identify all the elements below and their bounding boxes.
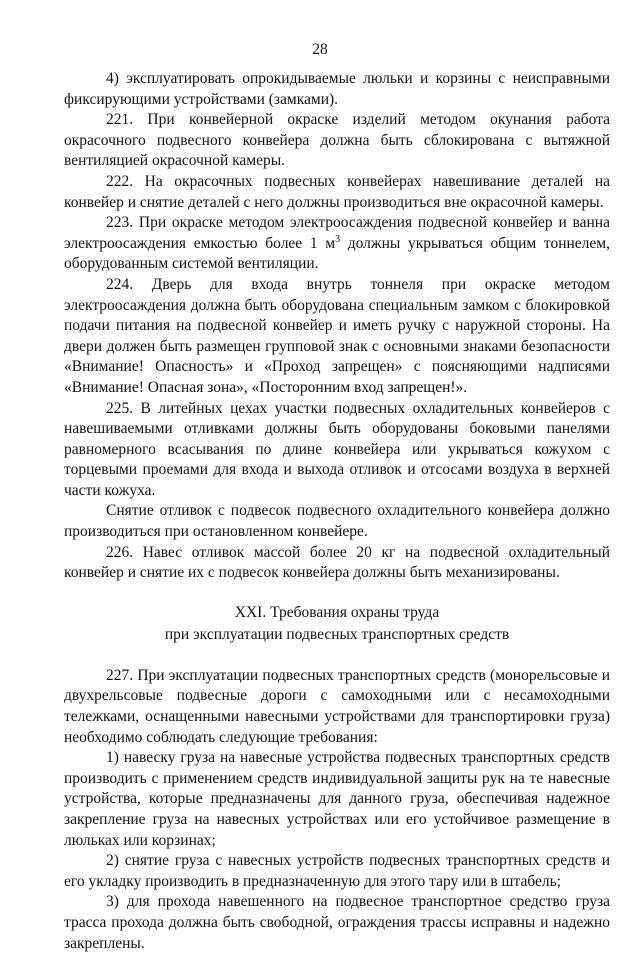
page-number: 28 [312,41,328,58]
paragraph-227: 227. При эксплуатации подвесных транспортных средств (монорельсовые и двухрельсовые подвесные дороги с самоходными или с несамоходными тележками, оснащенными навесными устройствами для транспортировки груза) необходимо соблюдать следующие требования: [64,666,610,746]
paragraph-222: 222. На окрасочных подвесных конвейерах навешивание деталей на конвейер и снятие деталей с него должны производиться вне окрасочной камеры. [64,172,610,211]
paragraph-227-item-3: 3) для прохода навешенного на подвесное транспортное средство груза трасса прохода должна быть свободной, ограждения трассы исправны и надежно закреплены. [64,893,610,952]
section-heading [64,602,610,646]
document-body [64,69,610,954]
paragraph-221: 221. При конвейерной окраске изделий методом окунания работа окрасочного подвесного конвейера должна быть сблокирована с вытяжной вентиляцией окрасочной камеры. [64,111,610,170]
superscript-cubic: 3 [335,233,341,245]
paragraph-item-4: 4) эксплуатировать опрокидываемые люльки и корзины с неисправными фиксирующими устройствами (замками). [64,70,610,108]
section-heading-subtitle: при эксплуатации подвесных транспортных средств [164,625,510,643]
paragraph-223-text-start: 223. При окраске методом электроосаждения подвесной конвейер и ванна электроосаждения емкостью более 1 м [64,214,610,252]
paragraph-227-item-1: 1) навеску груза на навесные устройства подвесных транспортных средств производить с применением средств индивидуальной защиты рук на те навесные устройства, которые предназначены для данного груза, обеспечивая надежное закрепление груза на навесных устройствах или его устойчивое размещение в люльках или корзинах; [64,749,610,849]
paragraph-223-text-end: должны укрываться общим тоннелем, оборудованным системой вентиляции. [64,234,610,273]
paragraph-227-item-2: 2) снятие груза с навесных устройств подвесных транспортных средств и его укладку производить в предназначенную для этого тару или в штабель; [64,852,610,890]
paragraph-225: 225. В литейных цехах участки подвесных охладительных конвейеров с навешиваемыми отливками должны быть оборудованы боковыми панелями равномерного всасывания по длине конвейера или укрываться кожухом с торцевыми проемами для входа и выхода отливок и отсосами воздуха в верхней части кожуха. [64,399,610,499]
paragraph-223 [64,213,610,275]
paragraph-224: 224. Дверь для входа внутрь тоннеля при окраске методом электроосаждения должна быть оборудована специальным замком с блокировкой подачи питания на подвесной конвейер и иметь ручку с наружной стороны. На двери должен быть размещен групповой знак с основными знаками безопасности «Внимание! Опасность» и «Проход запрещен» с поясняющими надписями «Внимание! Опасная зона», «Посторонним вход запрещен!». [64,275,610,396]
paragraph-226: 226. Навес отливок массой более 20 кг на подвесной охладительный конвейер и снятие их с подвесок конвейера должны быть механизированы. [64,543,610,582]
section-heading-title: XXI. Требования охраны труда [234,603,440,621]
paragraph-225-continued: Снятие отливок с подвесок подвесного охладительного конвейера должно производиться при остановленном конвейере. [64,502,610,541]
